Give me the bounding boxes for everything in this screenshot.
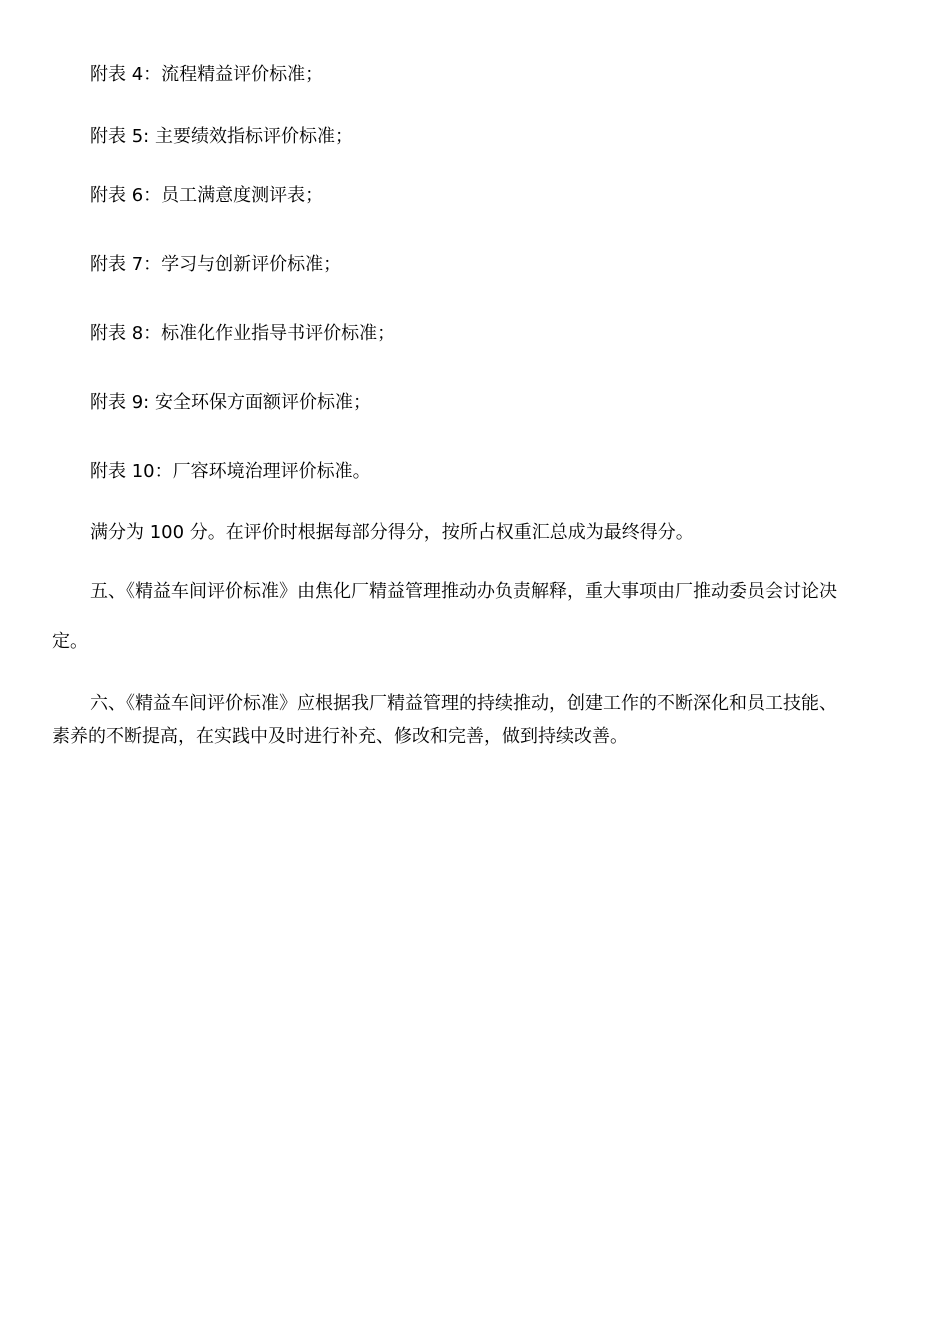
appendix-6: 附表 6：员工满意度测评表； [90,185,324,206]
item-6-line-2: 素养的不断提高，在实践中及时进行补充、修改和完善，做到持续改善。 [52,726,628,747]
appendix-10: 附表 10：厂容环境治理评价标准。 [90,461,371,482]
item-6-line-1: 六、《精益车间评价标准》应根据我厂精益管理的持续推动，创建工作的不断深化和员工技能、 [90,693,837,714]
score-note: 满分为 100 分。在评价时根据每部分得分，按所占权重汇总成为最终得分。 [90,522,694,543]
item-5-line-2: 定。 [52,631,88,652]
appendix-9: 附表 9: 安全环保方面额评价标准； [90,392,371,413]
appendix-4: 附表 4：流程精益评价标准； [90,64,324,85]
appendix-8: 附表 8：标准化作业指导书评价标准； [90,323,396,344]
item-5-line-1: 五、《精益车间评价标准》由焦化厂精益管理推动办负责解释，重大事项由厂推动委员会讨论决 [90,581,837,602]
appendix-7: 附表 7：学习与创新评价标准； [90,254,342,275]
appendix-5: 附表 5: 主要绩效指标评价标准； [90,126,353,147]
